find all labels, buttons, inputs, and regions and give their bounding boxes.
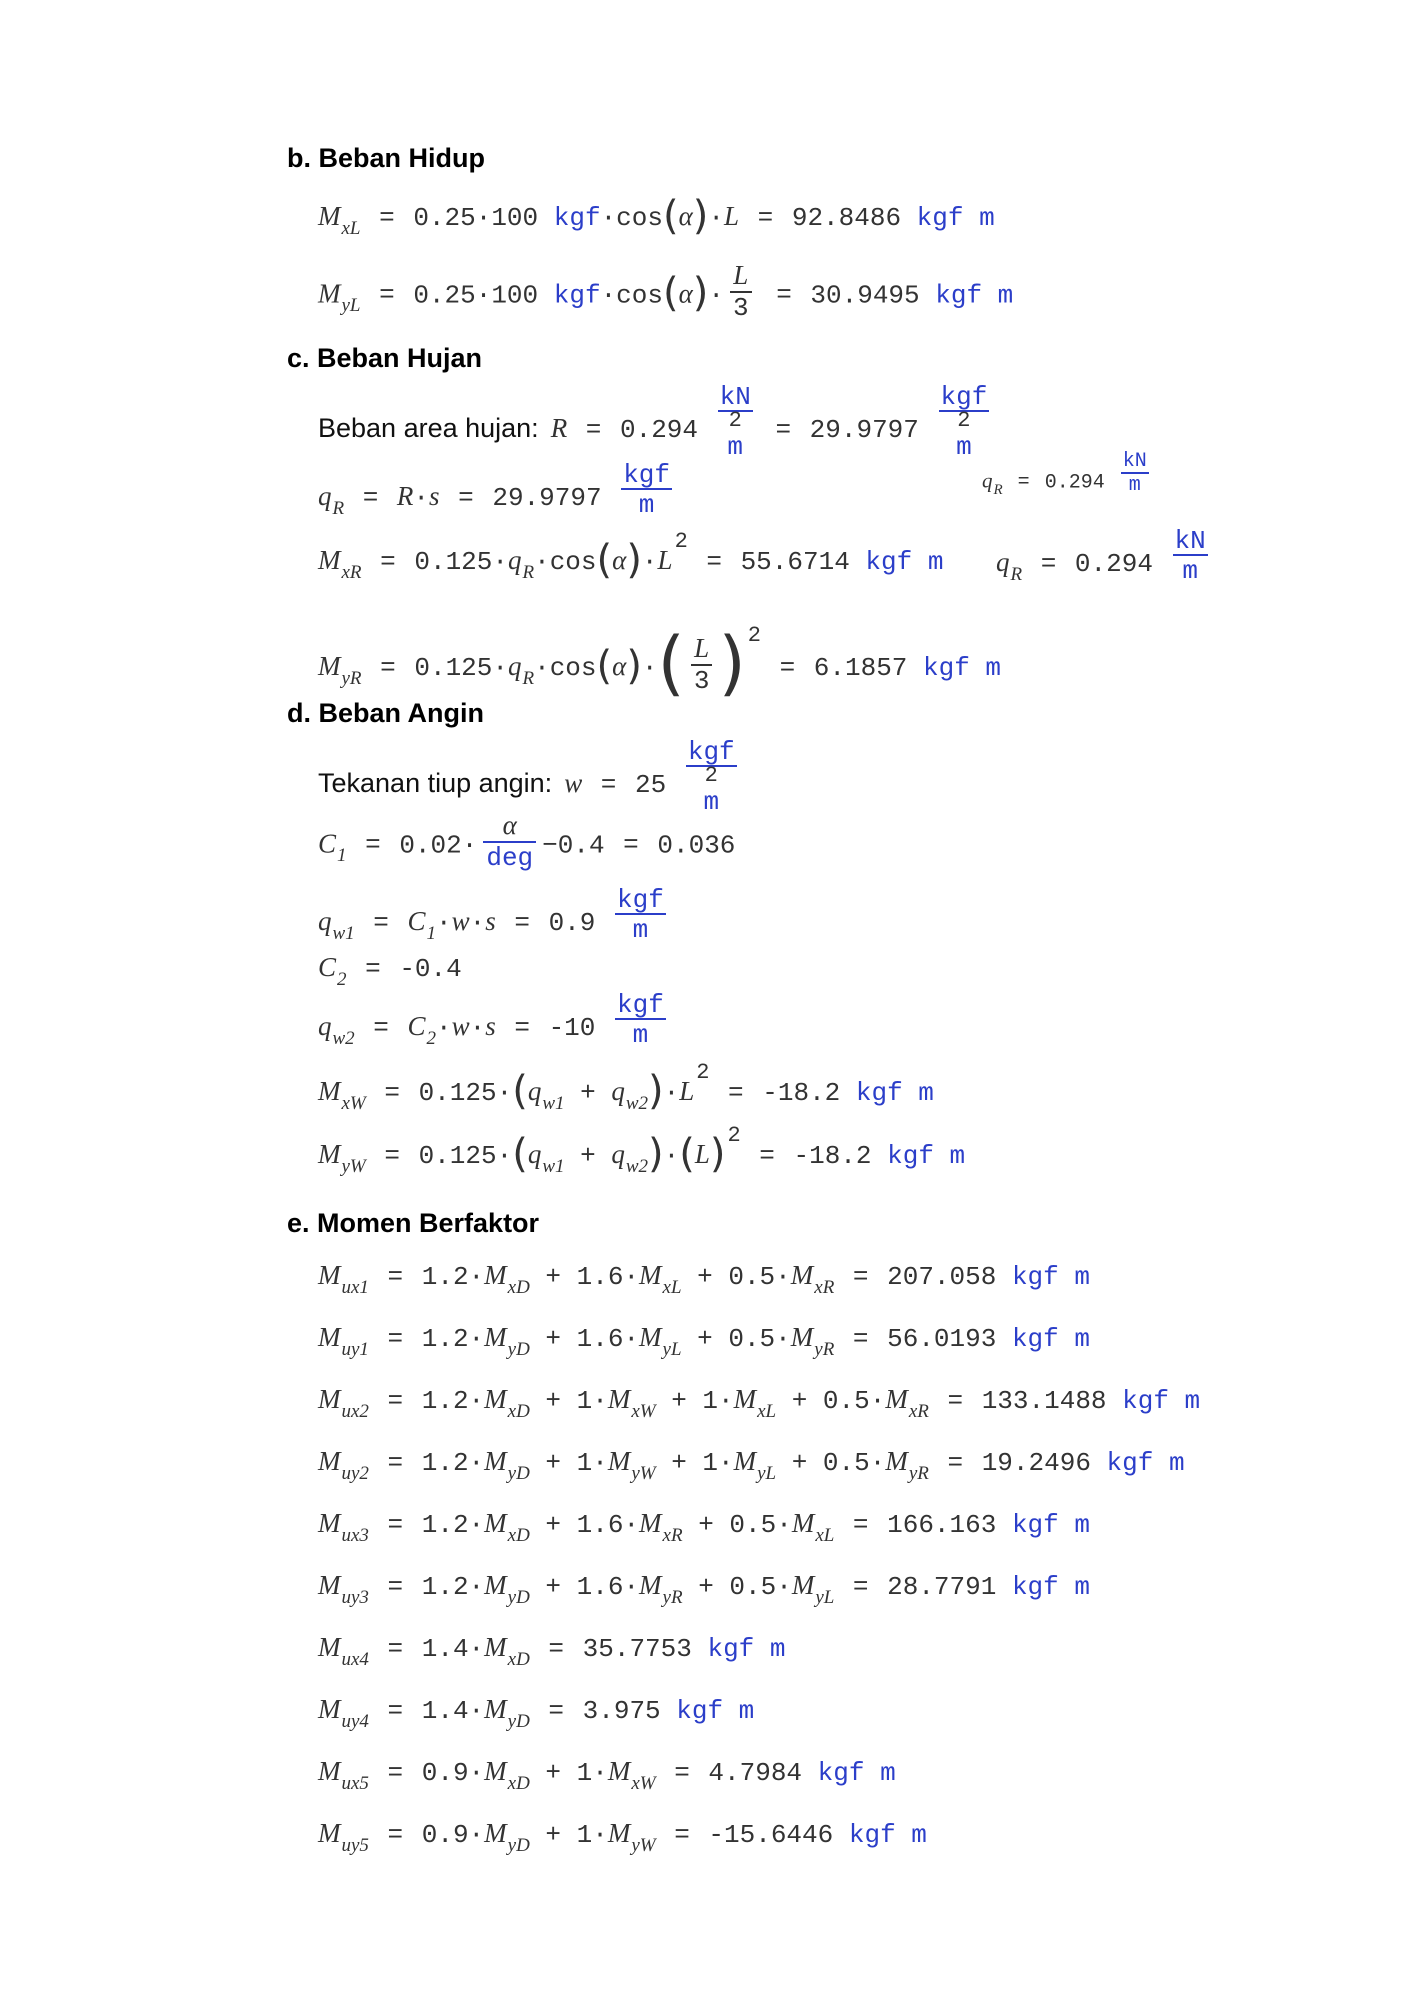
MyR-result: 6.1857 [813,653,908,683]
equation-Muy1: $M_{uy1} = 1.2\cdot M_{yD} + 1.6\cdot M_{yL} + 0.5\cdot M_{yR} = 56.0193$ kgf m [318,1322,1090,1360]
equation-Mux2: $M_{ux2} = 1.2\cdot M_{xD} + 1\cdot M_{xW} + 1\cdot M_{xL} + 0.5\cdot M_{xR} = 133.1488$ kgf m [318,1384,1201,1422]
equation-Muy2: $M_{uy2} = 1.2\cdot M_{yD} + 1\cdot M_{yW} + 1\cdot M_{yL} + 0.5\cdot M_{yR} = 19.2496$ kgf m [318,1446,1185,1484]
equation-Mux3: $M_{ux3} = 1.2\cdot M_{xD} + 1.6\cdot M_{xR} + 0.5\cdot M_{xL} = 166.163$ kgf m [318,1508,1090,1546]
side-note-qR-1: $q_R = 0.294$ $\frac{kN}{m}$ [982,450,1147,499]
section-title-beban-angin: d. Beban Angin [287,698,484,728]
equation-MyR: $M_{yR} = 0.125\cdot q_R\cdot\cos(\alpha)\cdot$( $\frac{L}{3}$ )$^2$ = 6.1857 kgf m [318,622,1002,704]
equation-MyW: $M_{yW} = 0.125\cdot(q_{w1} + q_{w2})\cdot(L)^2 = -18.2$ kgf m [318,1123,966,1177]
side-note-qR-2: $q_R = 0.294$ $\frac{kN}{m}$ [996,526,1206,586]
Mux3-result: 166.163 [887,1510,997,1540]
R-result: 29.9797 [809,414,919,445]
equation-C1: $C_1 = 0.02\cdot$ $\frac{\alpha}{\text{deg}}$ −0.4 = 0.036 [318,810,736,873]
equation-Mux1: $M_{ux1} = 1.2\cdot M_{xD} + 1.6\cdot M_{xL} + 0.5\cdot M_{xR} = 207.058$ kgf m [318,1260,1090,1298]
MyL-result: 30.9495 [810,280,920,311]
C1-result: 0.036 [657,830,736,861]
qw1-result: 0.9 [548,907,596,938]
Muy3-result: 28.7791 [887,1572,997,1602]
equation-Muy3: $M_{uy3} = 1.2\cdot M_{yD} + 1.6\cdot M_{yR} + 0.5\cdot M_{yL} = 28.7791$ kgf m [318,1570,1090,1608]
section-title-beban-hidup: b. Beban Hidup [287,143,485,173]
MxR-result: 55.6714 [740,547,850,577]
equation-R: Beban area hujan: R = 0.294 kN 2 m = 29.9797 kgf 2 m [318,382,988,462]
equation-Muy4: $M_{uy4} = 1.4\cdot M_{yD} = 3.975$ kgf m [318,1694,755,1732]
equation-Muy5: $M_{uy5} = 0.9\cdot M_{yD} + 1\cdot M_{yW} = -15.6446$ kgf m [318,1818,927,1856]
Mux4-result: 35.7753 [582,1634,692,1664]
section-title-beban-hujan: c. Beban Hujan [287,343,483,373]
section-title-momen-berfaktor: e. Momen Berfaktor [287,1208,540,1238]
equation-qw1: $q_{w1} = C_1\cdot w\cdot s = 0.9$ kgf m [318,885,664,945]
Mux2-result: 133.1488 [981,1386,1107,1416]
equation-MxL: $M_{xL} = 0.25\cdot 100$ kgf·cos(α)·L = 92.8486 kgf m [318,193,995,239]
equation-qw2: $q_{w2} = C_2\cdot w\cdot s = -10$ kgf m [318,990,664,1050]
Mux5-result: 4.7984 [708,1758,803,1788]
Muy2-result: 19.2496 [981,1448,1091,1478]
equation-Mux4: $M_{ux4} = 1.4\cdot M_{xD} = 35.7753$ kgf m [318,1632,786,1670]
equation-MxW: $M_{xW} = 0.125\cdot(q_{w1} + q_{w2})\cdot L^2 = -18.2$ kgf m [318,1060,934,1114]
Muy1-result: 56.0193 [887,1324,997,1354]
qw2-result: -10 [548,1012,596,1043]
equation-w: Tekanan tiup angin: w = 25 kgf 2 m [318,737,735,817]
Mux1-result: 207.058 [887,1262,997,1292]
Muy5-result: -15.6446 [708,1820,834,1850]
equation-qR: $q_R = R\cdot s = 29.9797$ kgf m [318,460,670,520]
MxL-result: 92.8486 [791,203,902,233]
MxW-result: -18.2 [762,1078,841,1108]
Muy4-result: 3.975 [582,1696,661,1726]
equation-C2: $C_2 = -0.4$ [318,952,462,990]
MyW-result: -18.2 [793,1141,872,1171]
equation-Mux5: $M_{ux5} = 0.9\cdot M_{xD} + 1\cdot M_{xW} = 4.7984$ kgf m [318,1756,896,1794]
qR-result: 29.9797 [492,482,602,513]
C2-value: -0.4 [399,954,462,984]
equation-MxR: $M_{xR} = 0.125\cdot q_R\cdot\cos(\alpha)\cdot L^2 = 55.6714$ kgf m [318,529,944,583]
equation-MyL: $M_{yL} = 0.25\cdot 100$ kgf·cos(α)· $\frac{L}{3}$ = 30.9495 kgf m [318,260,1014,323]
